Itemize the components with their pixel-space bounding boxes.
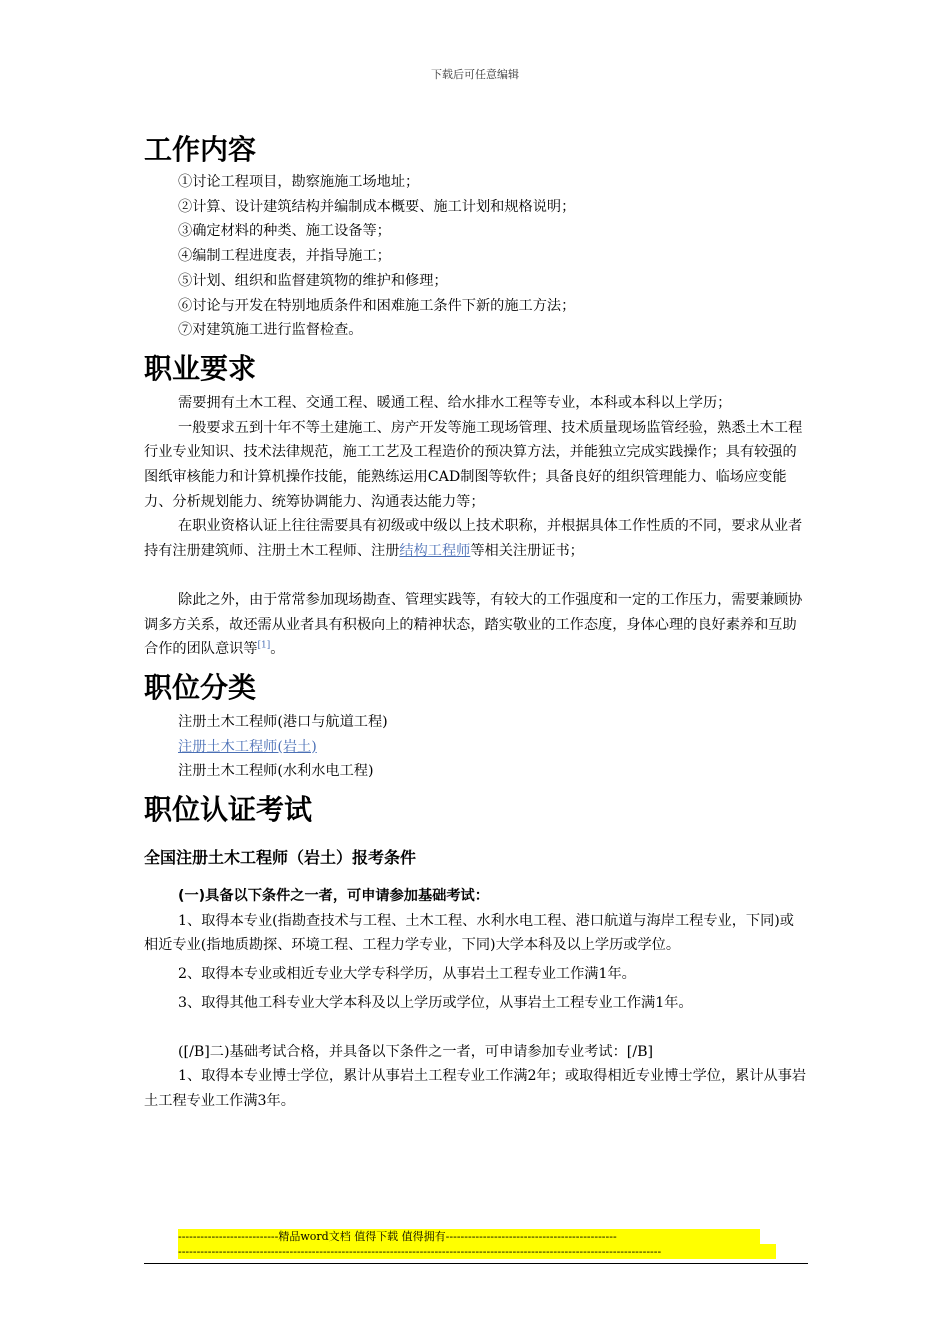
requirements-paragraph: 需要拥有土木工程、交通工程、暖通工程、给水排水工程等专业，本科或本科以上学历；	[178, 394, 732, 411]
section-title-work: 工作内容	[144, 133, 257, 166]
section-title-requirements: 职业要求	[144, 351, 257, 385]
work-item: ⑤计划、组织和监督建筑物的维护和修理；	[178, 272, 448, 289]
requirements-paragraph: 一般要求五到十年不等土建施工、房产开发等施工现场管理、技术质量现场监管经验，熟悉土木工程行业专业知识、技术法律规范，施工工艺及工程造价的预决算方法，并能独立完成实践操作；具有较强的图纸审核能力和计算机操作技能，能熟练运用CAD制图等软件；具备良好的组织管理能力、临场应变能力、分析规划能力、统筹协调能力、沟通表达能力等；	[144, 419, 803, 510]
classification-list	[144, 710, 808, 784]
classification-link-geotech[interactable]: 注册土木工程师(岩土)	[178, 738, 317, 755]
exam-condition-title: ([/B]二)基础考试合格，并具备以下条件之一者，可申请参加专业考试：[/B]	[178, 1043, 654, 1060]
exam-subtitle: 全国注册土木工程师（岩土）报考条件	[144, 848, 417, 868]
paragraph-text: 。	[270, 641, 285, 658]
classification-item: 注册土木工程师(水利水电工程)	[178, 763, 374, 780]
paragraph-text: 除此之外，由于常常参加现场勘查、管理实践等，有较大的工作强度和一定的工作压力，需要兼顾协调多方关系，故还需从业者具有积极向上的精神状态，踏实敬业的工作态度，身体心理的良好素养和互助合作的团队意识等	[144, 591, 803, 658]
footer-highlight-line: ----------------------------------------------------------------------------------------------------------------------------------	[178, 1244, 776, 1259]
page-header: 下载后可任意编辑	[431, 68, 519, 81]
document-body	[144, 128, 808, 1114]
section-title-classification: 职位分类	[144, 670, 257, 704]
spacer	[144, 564, 808, 588]
classification-item	[144, 735, 808, 760]
footer-highlight-line: ---------------------------精品word文档 值得下载 值得拥有----------------------------------------------	[178, 1229, 760, 1244]
work-item: ①讨论工程项目，勘察施施工场地址；	[178, 174, 420, 190]
exam-condition-title: (一)具备以下条件之一者，可申请参加基础考试：	[178, 888, 489, 905]
section-title-exam: 职位认证考试	[144, 793, 313, 827]
requirements-paragraph	[144, 514, 808, 563]
structural-engineer-link[interactable]: 结构工程师	[399, 543, 471, 560]
page-footer	[144, 1229, 808, 1264]
spacer	[144, 1016, 808, 1040]
classification-item: 注册土木工程师(港口与航道工程)	[178, 713, 388, 730]
paragraph-text: 等相关注册证书；	[470, 543, 584, 560]
work-item: ②计算、设计建筑结构并编制成本概要、施工计划和规格说明；	[178, 198, 576, 215]
work-item: ⑥讨论与开发在特别地质条件和困难施工条件下新的施工方法；	[178, 297, 576, 314]
footer-divider	[144, 1263, 808, 1264]
work-item: ⑦对建筑施工进行监督检查。	[178, 322, 363, 339]
requirements-paragraph	[144, 588, 808, 662]
exam-condition-item: 1、取得本专业博士学位，累计从事岩土工程专业工作满2年；或取得相近专业博士学位，累计从事岩土工程专业工作满3年。	[144, 1068, 807, 1109]
work-item: ④编制工程进度表，并指导施工；	[178, 248, 391, 265]
citation-link[interactable]: [1]	[257, 640, 271, 651]
work-item: ③确定材料的种类、施工设备等；	[178, 223, 391, 240]
exam-condition-item: 2、取得本专业或相近专业大学专科学历，从事岩土工程专业工作满1年。	[178, 966, 636, 983]
work-list	[144, 170, 808, 343]
exam-condition-item: 1、取得本专业(指勘查技术与工程、土木工程、水利水电工程、港口航道与海岸工程专业，下同)或相近专业(指地质勘探、环境工程、工程力学专业，下同)大学本科及以上学历或学位。	[144, 912, 794, 954]
exam-condition-item: 3、取得其他工科专业大学本科及以上学历或学位，从事岩土工程专业工作满1年。	[178, 994, 693, 1011]
paragraph-text: 在职业资格认证上往往需要具有初级或中级以上技术职称，并根据具体工作性质的不同，要求从业者持有注册建筑师、注册土木工程师、注册	[144, 518, 803, 560]
